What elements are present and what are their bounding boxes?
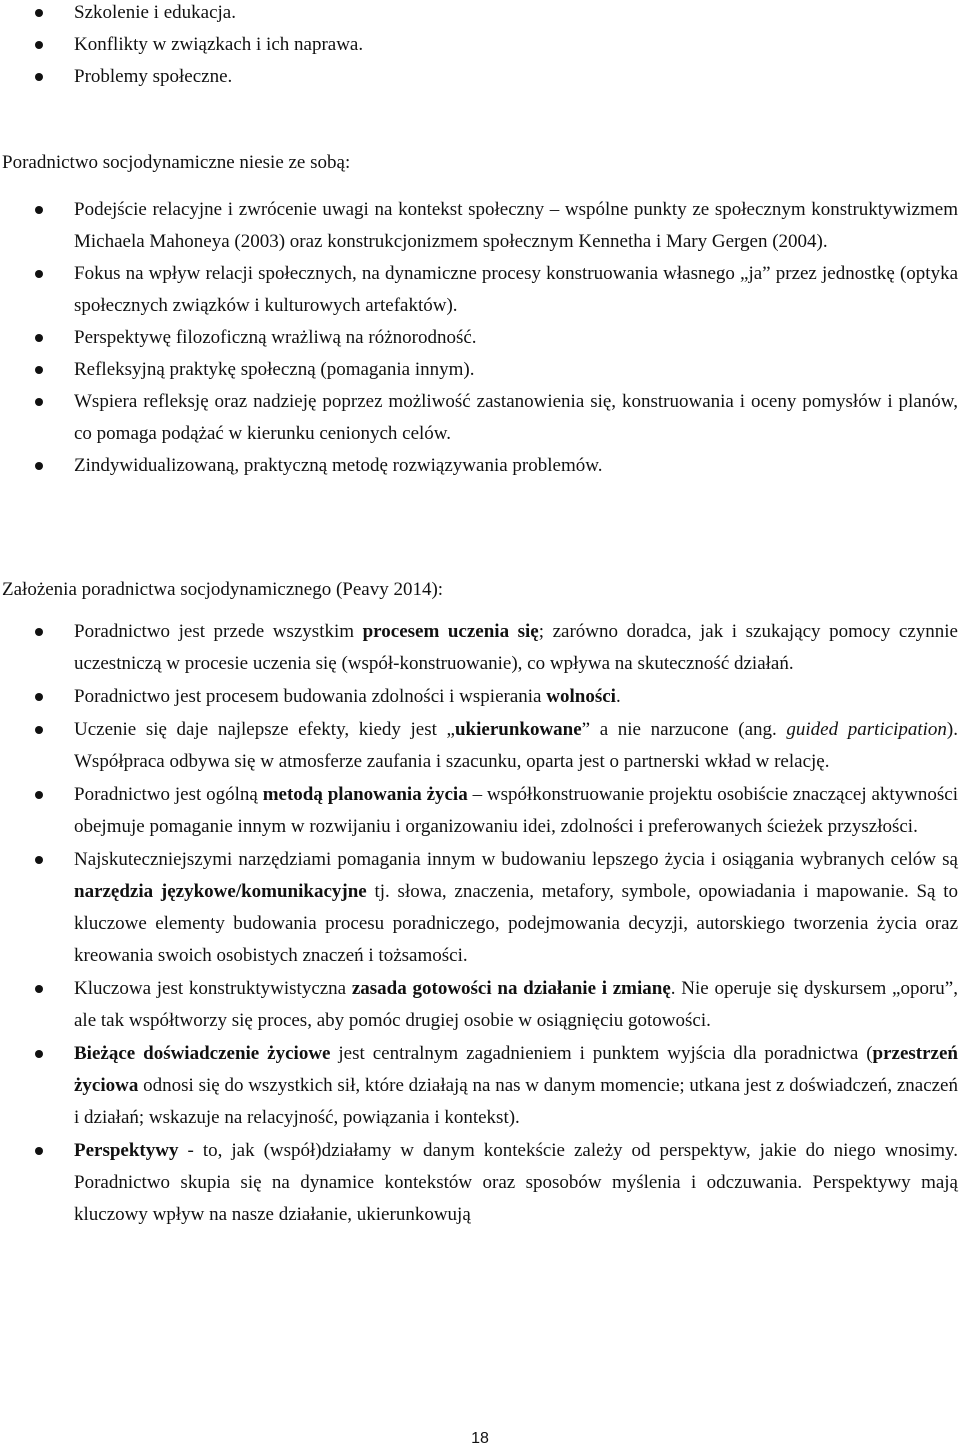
list-item: Refleksyjną praktykę społeczną (pomagania innym). — [0, 354, 960, 386]
bold-term: procesem uczenia się — [362, 621, 539, 642]
list-item — [0, 616, 960, 680]
list-item — [0, 714, 960, 778]
sociodynamic-assumptions-list — [0, 616, 960, 1232]
list-item: Zindywidualizowaną, praktyczną metodę rozwiązywania problemów. — [0, 450, 960, 482]
text-run: Uczenie się daje najlepsze efekty, kiedy jest „ — [74, 719, 455, 740]
text-run: – współkonstruowanie projektu osobiście znaczącej aktywności obejmuje pomaganie innym w rozwijaniu i organizowaniu idei, zdolności i preferowanych ścieżek przyszłości. — [74, 784, 959, 837]
bold-term: metodą planowania życia — [262, 784, 468, 805]
list-item: Wspiera refleksję oraz nadzieję poprzez możliwość zastanowienia się, konstruowania i oceny pomysłów i planów, co pomaga podążać w kierunku cenionych celów. — [0, 386, 960, 450]
list-item — [0, 1038, 960, 1134]
text-run: Najskuteczniejszymi narzędziami pomagania innym w budowaniu lepszego życia i osiągania wybranych celów są — [74, 849, 958, 870]
list-item: Konflikty w związkach i ich naprawa. — [0, 29, 960, 61]
list-item: Problemy społeczne. — [0, 61, 960, 93]
list-item: Podejście relacyjne i zwrócenie uwagi na kontekst społeczny – wspólne punkty ze społecznym konstruktywizmem Michaela Mahoneya (2003) oraz konstrukcjonizmem społecznym Kennetha i Mary Gergen (2004). — [0, 194, 960, 258]
list-item: Perspektywę filozoficzną wrażliwą na różnorodność. — [0, 322, 960, 354]
text-run: ). Współpraca odbywa się w atmosferze zaufania i szacunku, oparta jest o partnerski wkład w relację. — [74, 719, 958, 772]
page-number: 18 — [471, 1430, 489, 1447]
section-heading-paragraph: Założenia poradnictwa socjodynamicznego (Peavy 2014): — [2, 579, 444, 600]
text-run: Poradnictwo jest procesem budowania zdolności i wspierania — [74, 686, 547, 707]
bold-term: narzędzia językowe/komunikacyjne — [74, 881, 367, 902]
text-run: Poradnictwo jest ogólną — [74, 784, 263, 805]
italic-term: guided participation — [786, 719, 947, 740]
list-item: Szkolenie i edukacja. — [0, 0, 960, 29]
list-item: Fokus na wpływ relacji społecznych, na dynamiczne procesy konstruowania własnego „ja” przez jednostkę (optyka społecznych związków i kulturowych artefaktów). — [0, 258, 960, 322]
list-item — [0, 779, 960, 843]
section-intro-paragraph: Poradnictwo socjodynamiczne niesie ze sobą: — [2, 152, 351, 173]
list-item — [0, 973, 960, 1037]
text-run: odnosi się do wszystkich sił, które działają na nas w danym momencie; utkana jest z doświadczeń, znaczeń i działań; wskazuje na relacyjność, powiązania i kontekst). — [74, 1075, 958, 1128]
text-run: ; zarówno doradca, jak i szukający pomocy czynnie uczestniczą w procesie uczenia się (współ-konstruowanie), co wpływa na skuteczność działań. — [74, 621, 958, 674]
sociodynamic-features-list — [0, 194, 960, 482]
bold-term: Perspektywy — [74, 1140, 179, 1161]
bold-term: przestrzeń życiowa — [74, 1043, 958, 1096]
text-run: . Nie operuje się dyskursem „oporu”, ale tak współtworzy się proces, aby pomóc drugiej osobie w osiągnięciu gotowości. — [74, 978, 958, 1031]
bold-term: Bieżące doświadczenie życiowe — [74, 1043, 331, 1064]
bold-term: zasada gotowości na działanie i zmianę — [351, 978, 671, 999]
text-run: . — [615, 686, 621, 707]
list-item — [0, 681, 960, 713]
text-run: tj. słowa, znaczenia, metafory, symbole, opowiadania i mapowanie. Są to kluczowe elementy budowania procesu poradniczego, podejmowania decyzji, autorskiego tworzenia życia oraz kreowania swoich osobistych znaczeń i tożsamości. — [74, 881, 958, 966]
text-run: - to, jak (współ)działamy w danym kontekście zależy od perspektyw, jakie do niego wnosimy. Poradnictwo skupia się na dynamice kontekstów oraz sposobów myślenia i odczuwania. Perspektywy mają kluczowy wpływ na nasze działanie, ukierunkowują — [74, 1140, 958, 1225]
text-run: Kluczowa jest konstruktywistyczna — [74, 978, 352, 999]
text-run: ” a nie narzucone (ang. — [581, 719, 787, 740]
text-run: jest centralnym zagadnieniem i punktem wyjścia dla poradnictwa ( — [330, 1043, 873, 1064]
list-item — [0, 1135, 960, 1231]
list-item — [0, 844, 960, 972]
bold-term: ukierunkowane — [454, 719, 582, 740]
bold-term: wolności — [546, 686, 616, 707]
text-run: Poradnictwo jest przede wszystkim — [74, 621, 363, 642]
continued-bullet-list — [0, 0, 960, 93]
